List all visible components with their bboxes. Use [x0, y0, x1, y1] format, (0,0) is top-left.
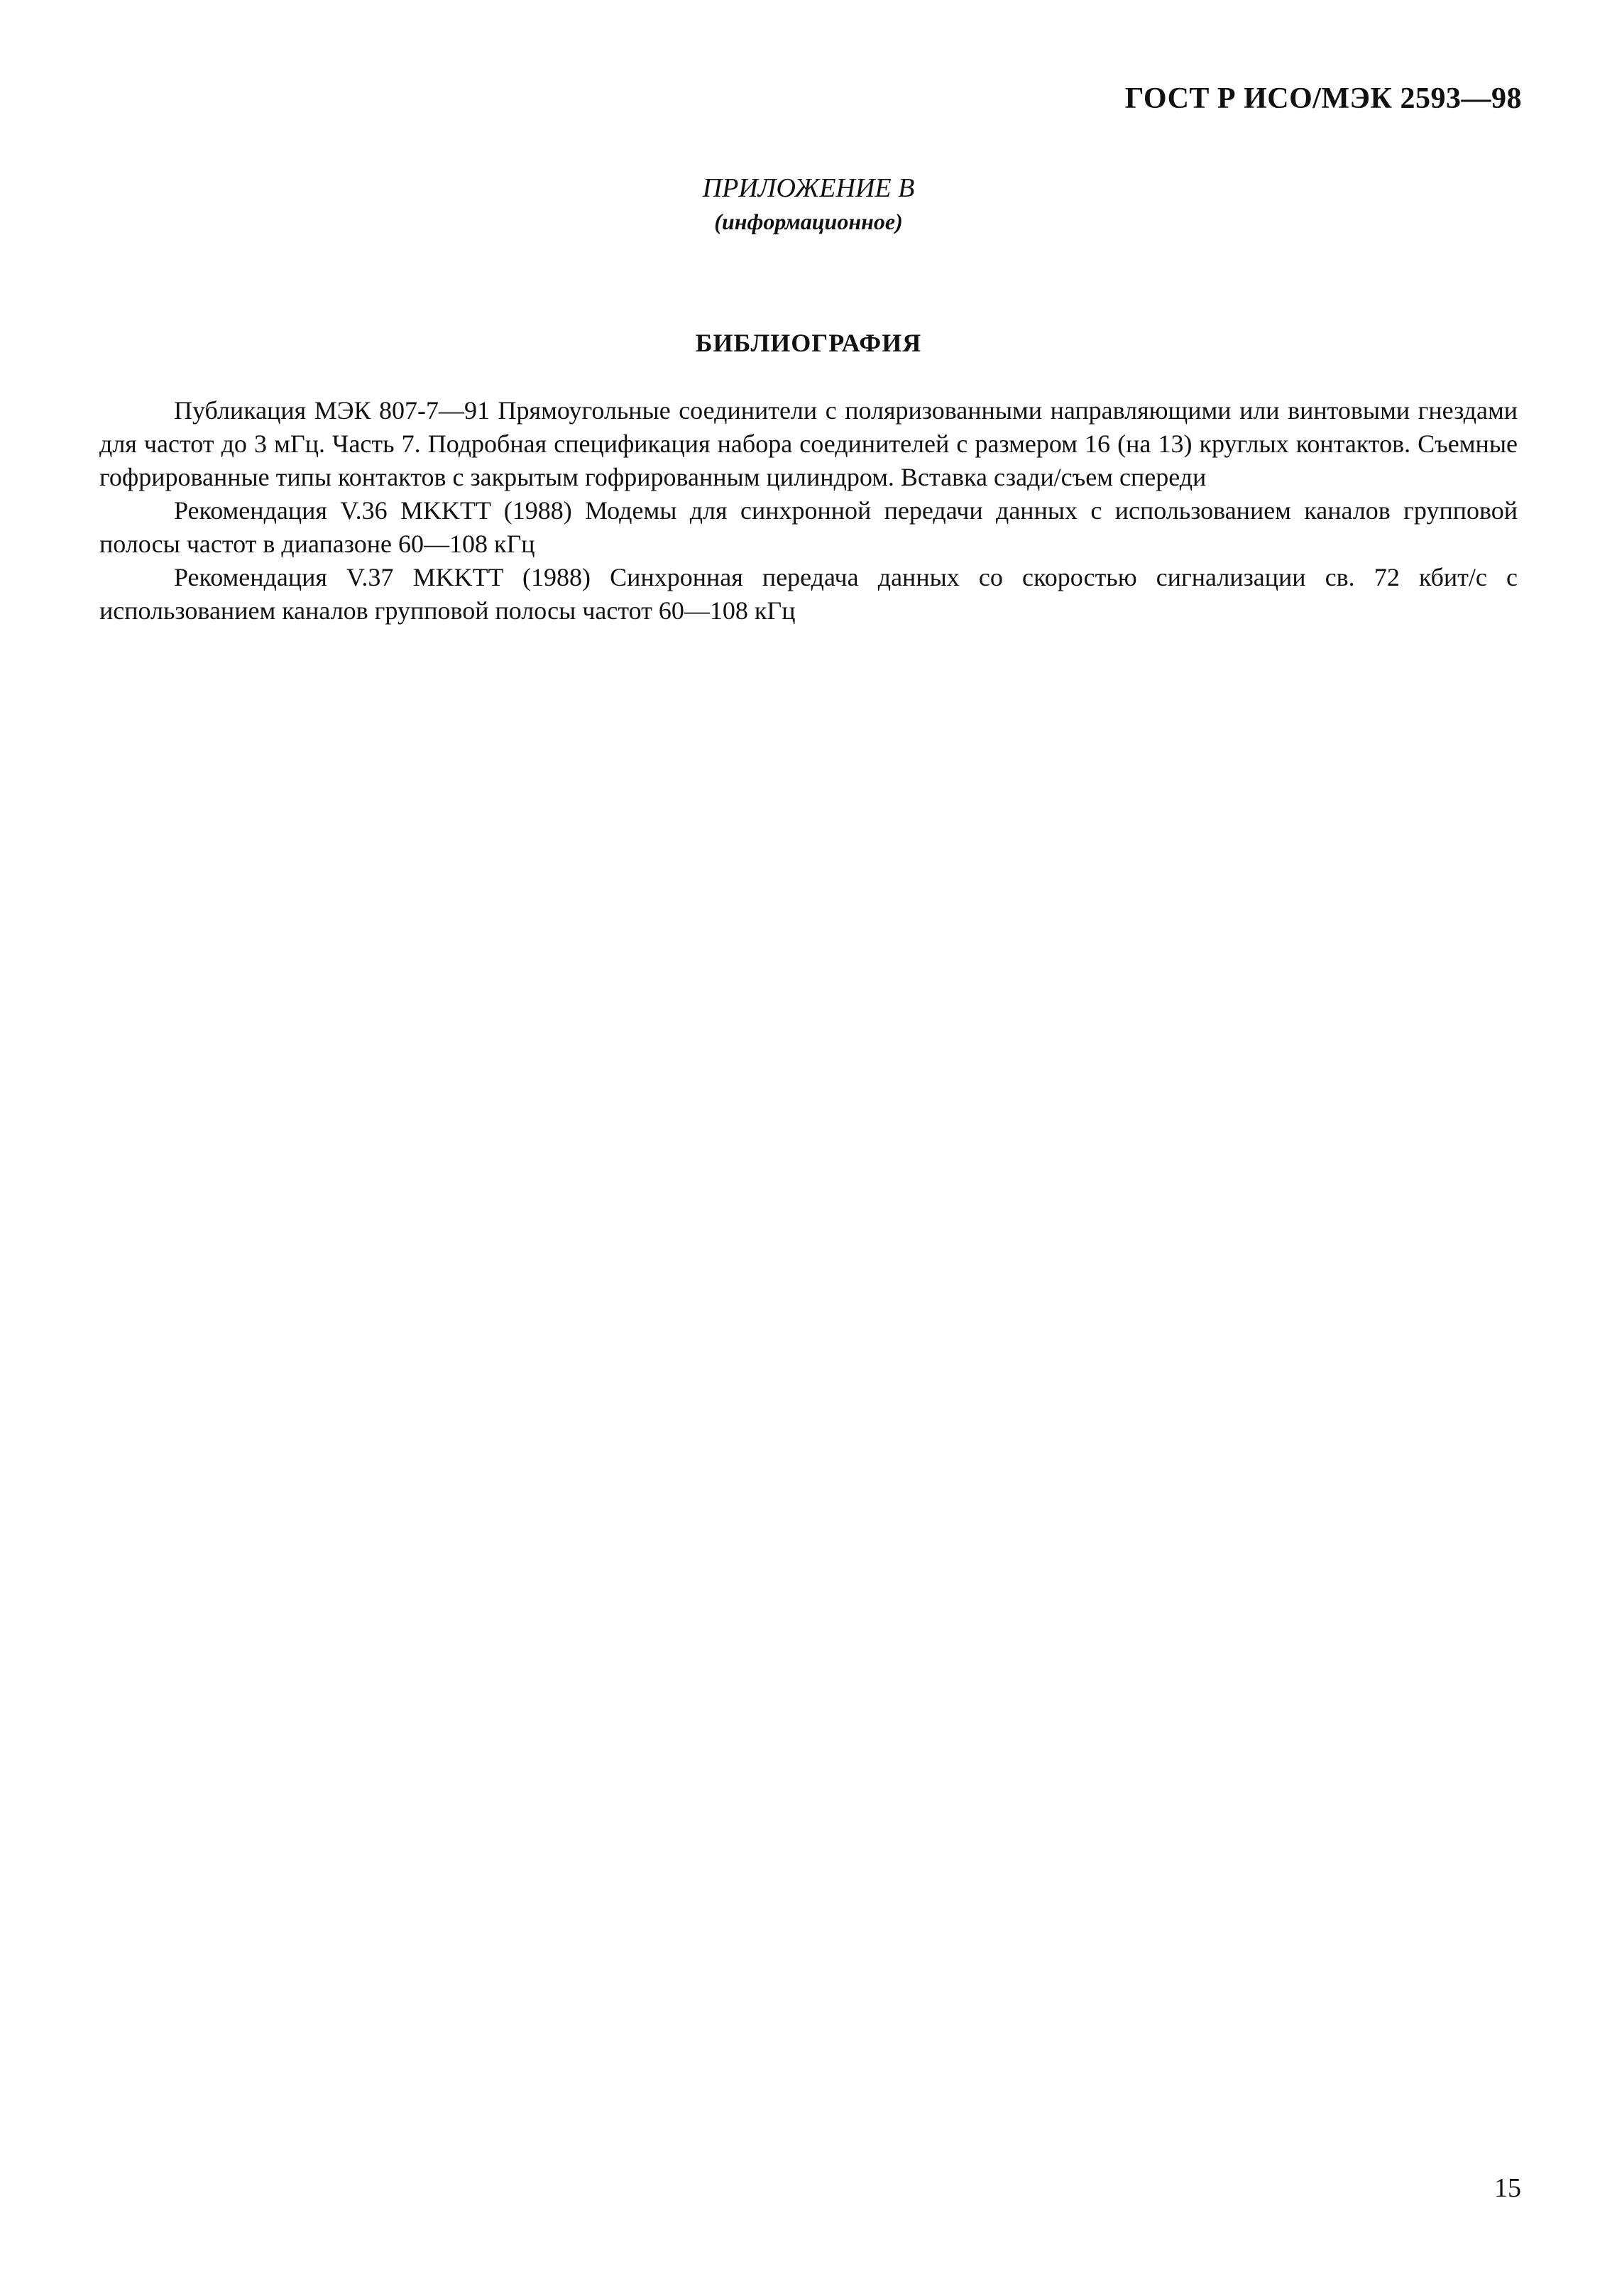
- reference-item: Рекомендация V.36 MKKTT (1988) Модемы для синхронной передачи данных с использованием каналов групповой полосы частот в диапазоне 60—108 кГц: [99, 496, 1518, 558]
- reference-item: Рекомендация V.37 MKKTT (1988) Синхронная передача данных со скоростью сигнализации св. 72 кбит/с с использованием каналов групповой полосы частот 60—108 кГц: [99, 563, 1518, 625]
- appendix-title: ПРИЛОЖЕНИЕ В: [702, 173, 915, 203]
- reference-item: Публикация МЭК 807-7—91 Прямоугольные соединители с поляризованными направляющими или винтовыми гнездами для частот до 3 мГц. Часть 7. Подробная спецификация набора соединителей с размером 16 (на 13) круглых контактов. Съемные гофрированные типы контактов с закрытым гофрированным цилиндром. Вставка сзади/съем спереди: [99, 396, 1518, 491]
- appendix-header: [0, 170, 1617, 237]
- reference-list: [99, 394, 1518, 628]
- section-heading: БИБЛИОГРАФИЯ: [695, 329, 922, 357]
- page-number: 15: [1494, 2173, 1521, 2203]
- appendix-kind: (информационное): [714, 209, 903, 234]
- document-code: ГОСТ Р ИСО/МЭК 2593—98: [1124, 82, 1522, 115]
